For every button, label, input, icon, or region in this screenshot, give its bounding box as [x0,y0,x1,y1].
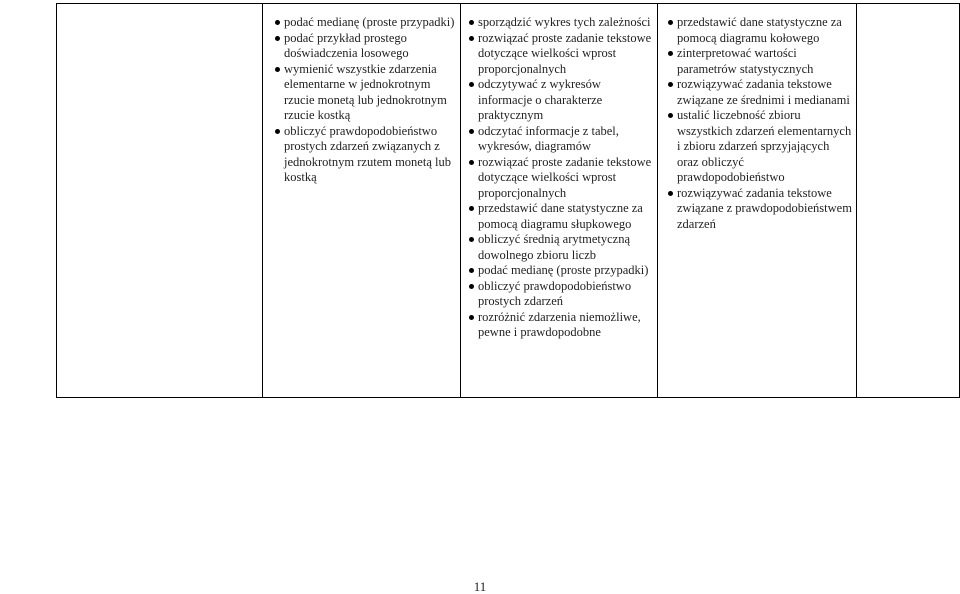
bullet-icon [668,191,673,196]
bullet-icon [469,206,474,211]
column-1 [57,4,263,397]
bullet-icon [469,315,474,320]
list-item: przedstawić dane statystyczne za pomocą diagramu słupkowego [469,201,653,232]
bullet-icon [668,82,673,87]
list-item: obliczyć prawdopodobieństwo prostych zdarzeń [469,279,653,310]
list-item: sporządzić wykres tych zależności [469,15,653,31]
list-item: obliczyć średnią arytmetyczną dowolnego zbioru liczb [469,232,653,263]
list-item: rozróżnić zdarzenia niemożliwe, pewne i prawdopodobne [469,310,653,341]
bullet-icon [469,36,474,41]
bullet-icon [275,129,280,134]
bullet-icon [275,36,280,41]
list-item: rozwiązywać zadania tekstowe związane ze średnimi i medianami [668,77,852,108]
list-item: rozwiązywać zadania tekstowe związane z prawdopodobieństwem zdarzeń [668,186,852,233]
list-item: podać medianę (proste przypadki) [275,15,456,31]
bullet-icon [275,20,280,25]
requirements-table [56,3,960,398]
list-item: odczytać informacje z tabel, wykresów, diagramów [469,124,653,155]
bullet-icon [469,237,474,242]
page-number: 11 [473,579,487,594]
requirements-list [668,15,852,232]
column-2 [263,4,461,397]
bullet-icon [469,20,474,25]
bullet-icon [469,268,474,273]
bullet-icon [469,129,474,134]
list-item: zinterpretować wartości parametrów statystycznych [668,46,852,77]
requirements-list [469,15,653,341]
list-item: podać przykład prostego doświadczenia losowego [275,31,456,62]
column-3 [461,4,658,397]
bullet-icon [469,284,474,289]
requirements-list [275,15,456,186]
list-item: podać medianę (proste przypadki) [469,263,653,279]
list-item: ustalić liczebność zbioru wszystkich zdarzeń elementarnych i zbioru zdarzeń sprzyjających oraz obliczyć prawdopodobieństwo [668,108,852,186]
bullet-icon [668,51,673,56]
bullet-icon [469,160,474,165]
bullet-icon [668,113,673,118]
bullet-icon [668,20,673,25]
list-item: rozwiązać proste zadanie tekstowe dotyczące wielkości wprost proporcjonalnych [469,31,653,78]
list-item: wymienić wszystkie zdarzenia elementarne w jednokrotnym rzucie monetą lub jednokrotnym rzucie kostką [275,62,456,124]
bullet-icon [469,82,474,87]
bullet-icon [275,67,280,72]
list-item: odczytywać z wykresów informacje o charakterze praktycznym [469,77,653,124]
list-item: rozwiązać proste zadanie tekstowe dotyczące wielkości wprost proporcjonalnych [469,155,653,202]
list-item: przedstawić dane statystyczne za pomocą diagramu kołowego [668,15,852,46]
list-item: obliczyć prawdopodobieństwo prostych zdarzeń związanych z jednokrotnym rzutem monetą lub kostką [275,124,456,186]
column-5 [857,4,960,397]
column-4 [658,4,857,397]
